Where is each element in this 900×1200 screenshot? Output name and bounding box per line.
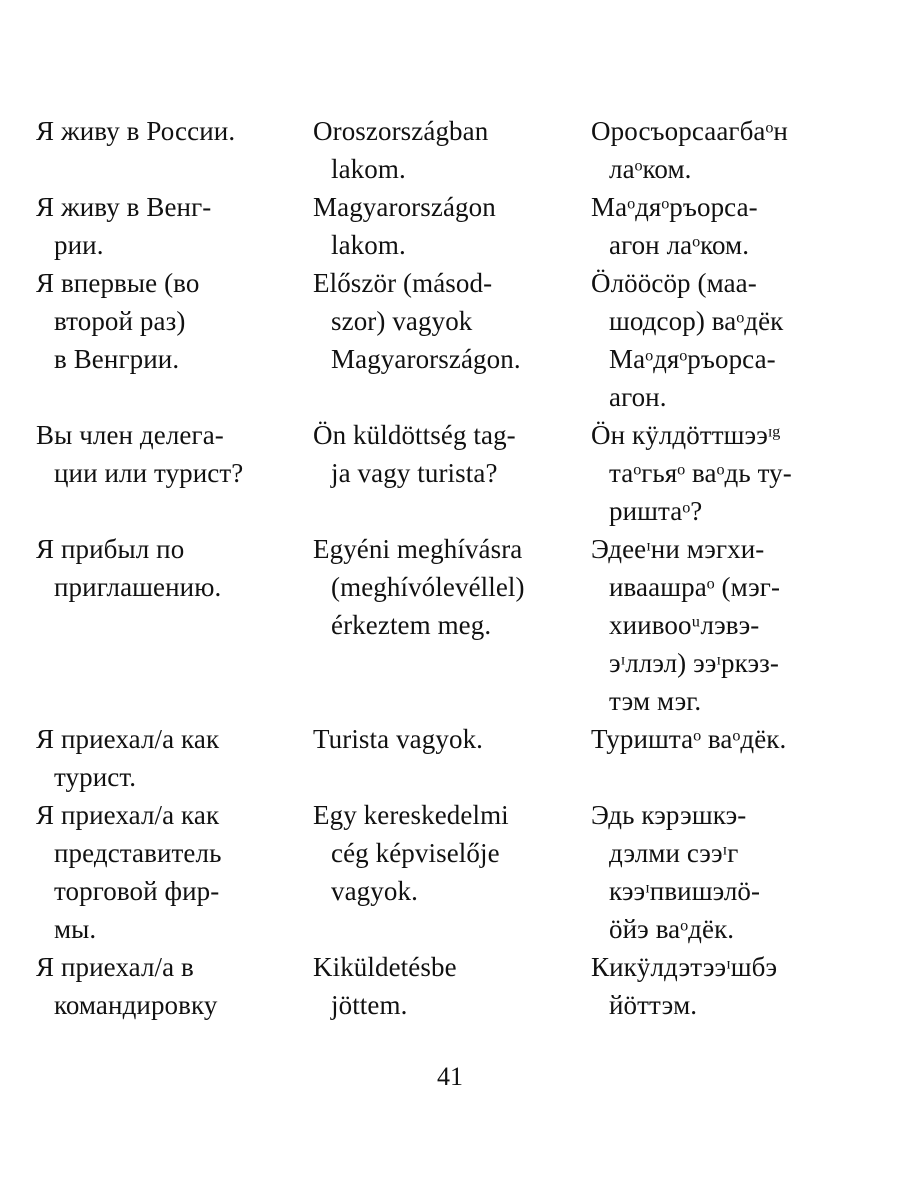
phrase-line: érkeztem meg. (331, 610, 492, 640)
phrase-line: ции или турист? (54, 458, 244, 488)
russian-phrase (36, 720, 306, 796)
phrase-line: Oroszországban (313, 116, 489, 146)
phrase-line: агон. (609, 382, 667, 412)
transcription-phrase (591, 416, 896, 530)
phrase-line: эᶦллэл) ээᶦркэз- (609, 648, 780, 678)
hungarian-phrase (313, 416, 583, 492)
phrase-line: представитель (54, 838, 222, 868)
phrase-line: Ön küldöttség tag- (313, 420, 516, 450)
phrase-line: Эдь кэрэшкэ- (591, 800, 747, 830)
phrase-line: Я живу в Венг- (36, 192, 212, 222)
phrase-line: lakom. (331, 154, 406, 184)
phrase-line: ja vagy turista? (331, 458, 498, 488)
phrase-line: Ӧн кӱлдӧттшээᶦᵍ (591, 420, 781, 450)
transcription-phrase (591, 264, 896, 416)
russian-phrase (36, 416, 306, 492)
phrase-line (36, 150, 306, 188)
phrase-line: хиивооᵘлэвэ- (609, 610, 760, 640)
transcription-phrase (591, 796, 896, 948)
phrase-line: торговой фир- (54, 876, 220, 906)
transcription-phrase (591, 530, 896, 720)
phrase-line: Маᵒдяᵒръорса- (591, 192, 758, 222)
phrase-line: jöttem. (331, 990, 408, 1020)
phrase-line: ӧйэ ваᵒдёк. (609, 914, 735, 944)
phrase-line: Egy kereskedelmi (313, 800, 509, 830)
phrase-line: Turista vagyok. (313, 724, 484, 754)
phrase-line: дэлми сээᶦг (609, 838, 739, 868)
phrase-line: риштаᵒ? (609, 496, 703, 526)
hungarian-phrase (313, 530, 583, 644)
phrase-line: Я живу в России. (36, 116, 236, 146)
phrase-line: Egyéni meghívásra (313, 534, 523, 564)
phrase-line: Я впервые (во (36, 268, 200, 298)
phrase-line: vagyok. (331, 876, 418, 906)
phrase-line: в Венгрии. (54, 344, 180, 374)
transcription-phrase (591, 112, 896, 188)
phrase-line: йӧттэм. (609, 990, 698, 1020)
phrase-line: cég képviselője (331, 838, 500, 868)
phrase-line: агон лаᵒком. (609, 230, 750, 260)
russian-phrase (36, 948, 306, 1024)
phrase-line: Вы член делега- (36, 420, 224, 450)
hungarian-phrase (313, 112, 583, 188)
phrase-line: шодсор) ваᵒдёк (609, 306, 784, 336)
russian-phrase (36, 530, 306, 606)
phrase-line: Magyarországon (313, 192, 496, 222)
page-number: 41 (437, 1062, 463, 1091)
transcription-phrase (591, 188, 896, 264)
phrase-line: приглашению. (54, 572, 222, 602)
phrase-line: Я приехал/а как (36, 800, 220, 830)
phrase-line: szor) vagyok (331, 306, 473, 336)
phrase-line: Маᵒдяᵒръорса- (609, 344, 776, 374)
phrase-line: Ӧлӧӧсӧр (маа- (591, 268, 757, 298)
phrase-line: Я приехал/а как (36, 724, 220, 754)
phrase-line: кээᶦпвишэлӧ- (609, 876, 761, 906)
phrase-line: Я прибыл по (36, 534, 185, 564)
phrase-line: рии. (54, 230, 104, 260)
phrase-line: lakom. (331, 230, 406, 260)
phrase-line: (meghívólevéllel) (331, 572, 525, 602)
hungarian-phrase (313, 264, 583, 378)
phrase-line: таᵒгьяᵒ ваᵒдь ту- (609, 458, 792, 488)
phrase-line: Оросъорсаагбаᵒн (591, 116, 788, 146)
phrase-line: второй раз) (54, 306, 186, 336)
phrase-line: мы. (54, 914, 97, 944)
transcription-phrase (591, 720, 896, 758)
phrase-line: иваашраᵒ (мэг- (609, 572, 781, 602)
transcription-phrase (591, 948, 896, 1024)
hungarian-phrase (313, 796, 583, 910)
phrase-line: Эдееᶦни мэгхи- (591, 534, 765, 564)
hungarian-phrase (313, 720, 583, 758)
russian-phrase (36, 264, 306, 378)
phrase-line: Кикӱлдэтээᶦшбэ (591, 952, 778, 982)
phrase-line: Я приехал/а в (36, 952, 194, 982)
phrase-line: турист. (54, 762, 137, 792)
hungarian-phrase (313, 188, 583, 264)
hungarian-phrase (313, 948, 583, 1024)
phrase-line: Kiküldetésbe (313, 952, 457, 982)
phrase-line: Туриштаᵒ ваᵒдёк. (591, 724, 787, 754)
russian-phrase (36, 112, 306, 188)
phrase-line: Először (másod- (313, 268, 493, 298)
russian-phrase (36, 188, 306, 264)
phrase-line: Magyarországon. (331, 344, 521, 374)
phrase-line: тэм мэг. (609, 686, 702, 716)
phrase-line: лаᵒком. (609, 154, 692, 184)
phrase-line: командировку (54, 990, 218, 1020)
russian-phrase (36, 796, 306, 948)
